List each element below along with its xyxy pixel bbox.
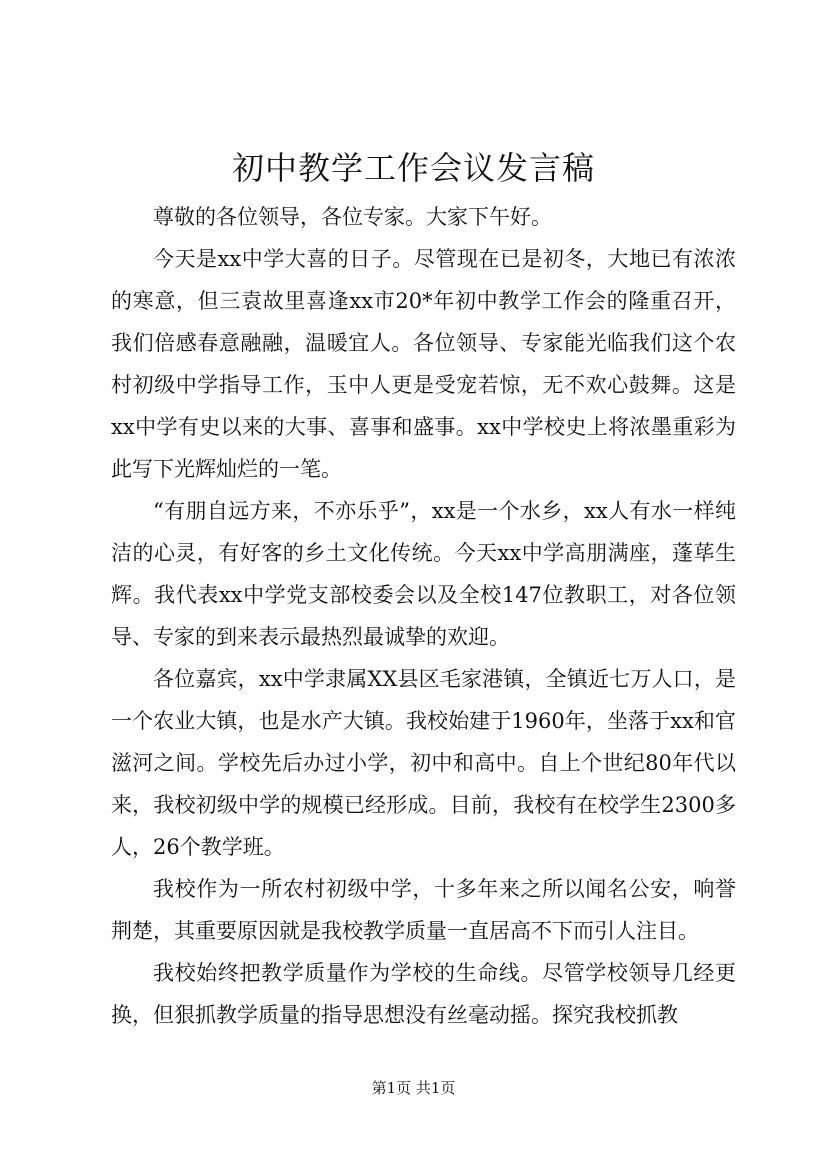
document-title: 初中教学工作会议发言稿 [231,149,595,187]
paragraph-quality: 我校始终把教学质量作为学校的生命线。尽管学校领导几经更换，但狠抓教学质量的指导思想没有丝毫动摇。探究我校抓教 [111,961,736,1027]
paragraph-school-intro: 各位嘉宾，xx中学隶属XX县区毛家港镇，全镇近七万人口，是一个农业大镇，也是水产大镇。我校始建于1960年，坐落于xx和官滋河之间。学校先后办过小学，初中和高中。自上个世纪80年代以来，我校初级中学的规模已经形成。目前，我校有在校学生2300多人，26个教学班。 [111,667,736,859]
paragraph-opening: 今天是xx中学大喜的日子。尽管现在已是初冬，大地已有浓浓的寒意，但三袁故里喜逢xx市20*年初中教学工作会的隆重召开，我们倍感春意融融，温暖宜人。各位领导、专家能光临我们这个农村初级中学指导工作，玉中人更是受宠若惊，无不欢心鼓舞。这是xx中学有史以来的大事、喜事和盛事。xx中学校史上将浓墨重彩为此写下光辉灿烂的一笔。 [111,247,736,481]
page-footer: 第1页 共1页 [371,1079,456,1097]
document-body [111,196,736,1036]
paragraph-welcome: “有朋自远方来，不亦乐乎”，xx是一个水乡，xx人有水一样纯洁的心灵，有好客的乡土文化传统。今天xx中学高朋满座，蓬荜生辉。我代表xx中学党支部校委会以及全校147位教职工，对各位领导、专家的到来表示最热烈最诚挚的欢迎。 [111,499,736,649]
paragraph-greeting: 尊敬的各位领导，各位专家。大家下午好。 [153,205,552,229]
paragraph-reputation: 我校作为一所农村初级中学，十多年来之所以闻名公安，响誉荆楚，其重要原因就是我校教学质量一直居高不下而引人注目。 [111,877,736,943]
